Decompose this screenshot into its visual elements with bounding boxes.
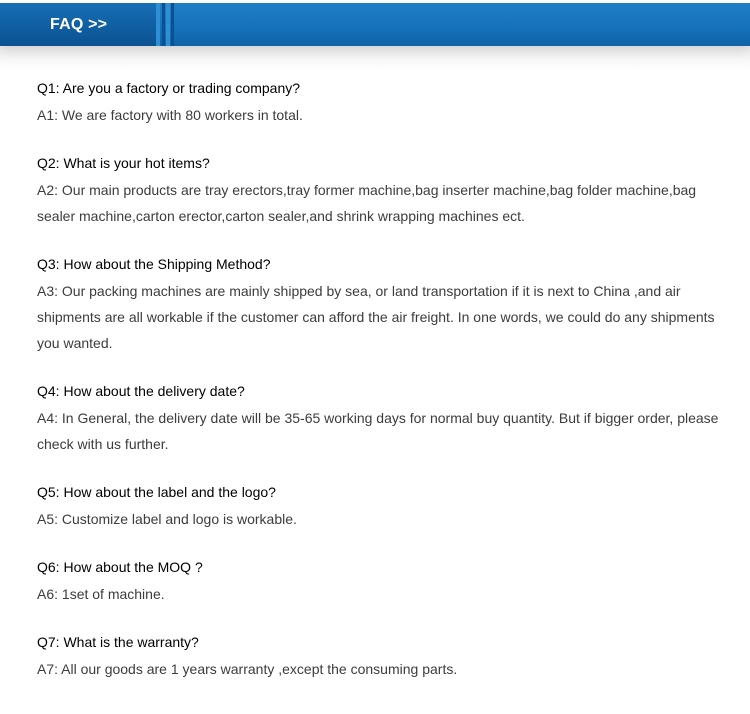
faq-answer: A6: 1set of machine. <box>37 586 165 602</box>
faq-item <box>37 382 727 457</box>
faq-item <box>37 154 727 229</box>
faq-answer: A3: Our packing machines are mainly shipped by sea, or land transportation if it is next to China ,and air shipments are all workable if the customer can afford the air freight. In one words, we could do any shipments you wanted. <box>37 283 715 351</box>
faq-question: Q3: How about the Shipping Method? <box>37 256 271 272</box>
faq-answer: A1: We are factory with 80 workers in total. <box>37 107 303 123</box>
faq-item <box>37 633 727 682</box>
faq-header-banner <box>0 3 750 46</box>
faq-answer: A2: Our main products are tray erectors,tray former machine,bag inserter machine,bag folder machine,bag sealer machine,carton erector,carton sealer,and shrink wrapping machines ect. <box>37 182 697 224</box>
faq-item <box>37 255 727 356</box>
faq-question: Q6: How about the MOQ ? <box>37 559 203 575</box>
header-divider-stripe <box>166 3 170 46</box>
faq-question: Q2: What is your hot items? <box>37 155 210 171</box>
faq-answer: A4: In General, the delivery date will be 35-65 working days for normal buy quantity. But if bigger order, please check with us further. <box>37 410 719 452</box>
faq-question: Q1: Are you a factory or trading company? <box>37 80 301 96</box>
faq-item <box>37 79 727 128</box>
faq-answer: A7: All our goods are 1 years warranty ,except the consuming parts. <box>37 661 458 677</box>
faq-question: Q4: How about the delivery date? <box>37 383 245 399</box>
faq-question: Q7: What is the warranty? <box>37 634 199 650</box>
header-divider-stripe <box>162 3 165 46</box>
faq-answer: A5: Customize label and logo is workable. <box>37 511 297 527</box>
header-divider-stripe <box>171 3 174 46</box>
faq-header-tab <box>0 3 156 46</box>
faq-item <box>37 558 727 607</box>
faq-list <box>37 79 727 708</box>
faq-question: Q5: How about the label and the logo? <box>37 484 276 500</box>
faq-title: FAQ >> <box>50 16 108 33</box>
header-shadow <box>0 46 750 70</box>
faq-item <box>37 483 727 532</box>
header-divider-stripe <box>156 3 160 46</box>
